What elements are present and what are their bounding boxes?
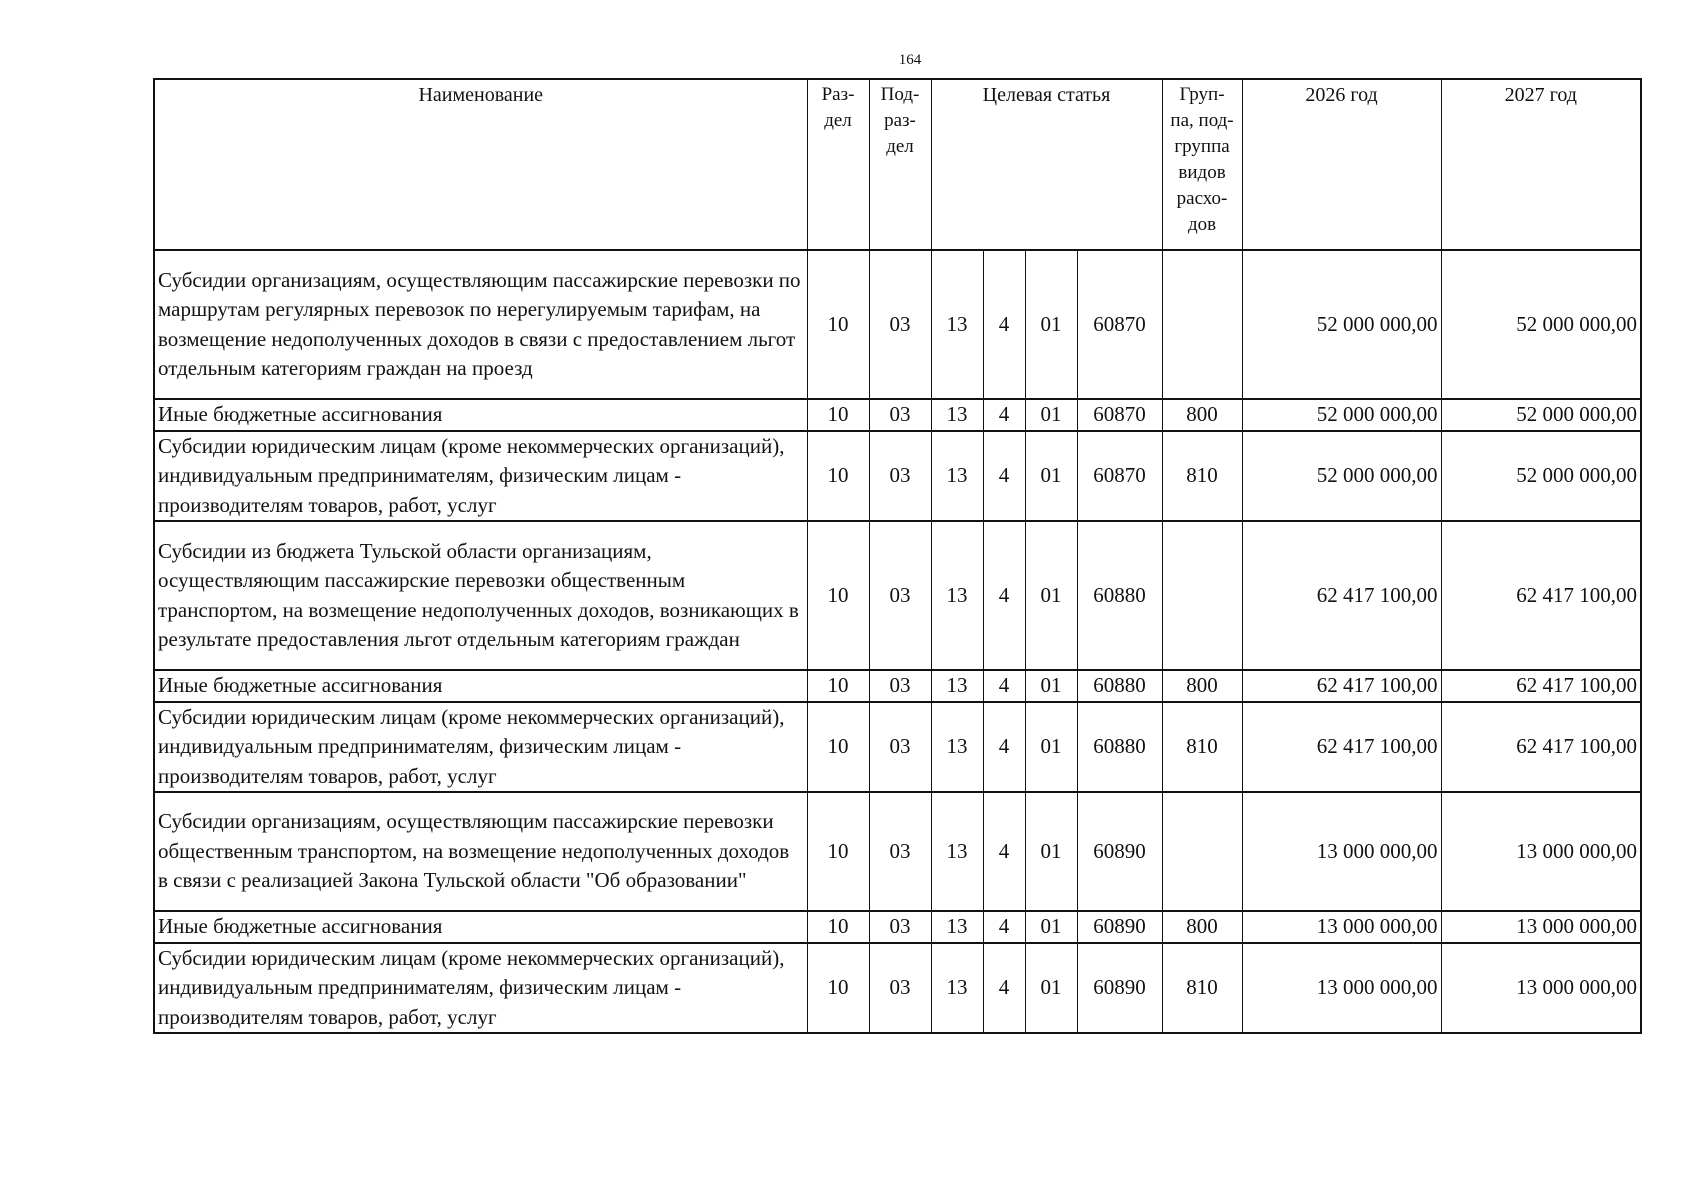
table-row (154, 792, 1641, 911)
row-cs-type: 4 (983, 702, 1025, 793)
table-row (154, 399, 1641, 431)
row-cs-program: 13 (931, 911, 983, 943)
row-2026: 62 417 100,00 (1242, 521, 1441, 670)
row-cs-type: 4 (983, 250, 1025, 399)
row-podrazdel: 03 (869, 399, 931, 431)
row-2026: 52 000 000,00 (1242, 250, 1441, 399)
row-gruppa: 810 (1162, 702, 1242, 793)
row-cs-direction: 60870 (1077, 250, 1162, 399)
page-number: 164 (898, 52, 922, 68)
row-2027: 13 000 000,00 (1441, 792, 1641, 911)
table-row (154, 670, 1641, 702)
row-2027: 62 417 100,00 (1441, 702, 1641, 793)
table-row (154, 250, 1641, 399)
row-2026: 52 000 000,00 (1242, 431, 1441, 522)
table-row (154, 943, 1641, 1034)
row-cs-program: 13 (931, 702, 983, 793)
row-2026: 13 000 000,00 (1242, 943, 1441, 1034)
row-razdel: 10 (807, 911, 869, 943)
header-celevaya-statya: Целевая статья (931, 79, 1162, 250)
row-cs-program: 13 (931, 943, 983, 1034)
row-cs-direction: 60890 (1077, 911, 1162, 943)
row-podrazdel: 03 (869, 702, 931, 793)
row-razdel: 10 (807, 399, 869, 431)
row-cs-type: 4 (983, 911, 1025, 943)
row-podrazdel: 03 (869, 911, 931, 943)
row-cs-type: 4 (983, 792, 1025, 911)
row-2027: 52 000 000,00 (1441, 431, 1641, 522)
row-2027: 62 417 100,00 (1441, 521, 1641, 670)
row-name: Иные бюджетные ассигнования (154, 399, 807, 431)
row-2026: 62 417 100,00 (1242, 702, 1441, 793)
row-cs-direction: 60870 (1077, 431, 1162, 522)
header-gruppa (1162, 79, 1242, 250)
row-cs-type: 4 (983, 943, 1025, 1034)
budget-table (153, 78, 1642, 1034)
row-cs-program: 13 (931, 399, 983, 431)
row-2027: 62 417 100,00 (1441, 670, 1641, 702)
header-2027: 2027 год (1441, 79, 1641, 250)
table-row (154, 521, 1641, 670)
row-name: Субсидии юридическим лицам (кроме некоммерческих организаций), индивидуальным предпринимателям, физическим лицам - производителям товаров, работ, услуг (154, 702, 807, 793)
row-cs-subprogram: 01 (1025, 943, 1077, 1034)
header-podrazdel-text: Под- раз- дел (880, 84, 920, 157)
row-cs-subprogram: 01 (1025, 399, 1077, 431)
row-cs-subprogram: 01 (1025, 521, 1077, 670)
row-razdel: 10 (807, 431, 869, 522)
row-2026: 13 000 000,00 (1242, 911, 1441, 943)
row-podrazdel: 03 (869, 521, 931, 670)
row-cs-direction: 60880 (1077, 521, 1162, 670)
row-gruppa: 800 (1162, 670, 1242, 702)
row-2027: 13 000 000,00 (1441, 911, 1641, 943)
header-podrazdel (869, 79, 931, 250)
row-gruppa (1162, 521, 1242, 670)
row-cs-program: 13 (931, 792, 983, 911)
row-gruppa: 810 (1162, 943, 1242, 1034)
row-2026: 13 000 000,00 (1242, 792, 1441, 911)
header-2026: 2026 год (1242, 79, 1441, 250)
row-cs-direction: 60870 (1077, 399, 1162, 431)
header-razdel-text: Раз- дел (821, 84, 855, 131)
row-podrazdel: 03 (869, 792, 931, 911)
row-cs-type: 4 (983, 399, 1025, 431)
row-podrazdel: 03 (869, 250, 931, 399)
row-podrazdel: 03 (869, 431, 931, 522)
table-row (154, 431, 1641, 522)
header-razdel (807, 79, 869, 250)
row-razdel: 10 (807, 792, 869, 911)
row-razdel: 10 (807, 250, 869, 399)
row-name: Субсидии организациям, осуществляющим пассажирские перевозки общественным транспортом, на возмещение недополученных доходов в связи с реализацией Закона Тульской области "Об образовании" (154, 792, 807, 911)
row-cs-subprogram: 01 (1025, 431, 1077, 522)
header-name: Наименование (154, 79, 807, 250)
row-cs-program: 13 (931, 250, 983, 399)
table-header-row (154, 79, 1641, 250)
row-cs-subprogram: 01 (1025, 670, 1077, 702)
row-cs-type: 4 (983, 521, 1025, 670)
row-cs-direction: 60890 (1077, 943, 1162, 1034)
row-2026: 62 417 100,00 (1242, 670, 1441, 702)
header-gruppa-text: Груп- па, под- группа видов расхо- дов (1170, 84, 1234, 235)
row-razdel: 10 (807, 702, 869, 793)
row-podrazdel: 03 (869, 943, 931, 1034)
row-cs-program: 13 (931, 431, 983, 522)
table-row (154, 911, 1641, 943)
row-2027: 52 000 000,00 (1441, 399, 1641, 431)
row-cs-type: 4 (983, 431, 1025, 522)
table-row (154, 702, 1641, 793)
row-name: Субсидии организациям, осуществляющим пассажирские перевозки по маршрутам регулярных перевозок по нерегулируемым тарифам, на возмещение недополученных доходов в связи с предоставлением льгот отдельным категориям граждан на проезд (154, 250, 807, 399)
row-name: Субсидии из бюджета Тульской области организациям, осуществляющим пассажирские перевозки общественным транспортом, на возмещение недополученных доходов, возникающих в результате предоставления льгот отдельным категориям граждан (154, 521, 807, 670)
row-podrazdel: 03 (869, 670, 931, 702)
row-gruppa: 810 (1162, 431, 1242, 522)
row-cs-subprogram: 01 (1025, 702, 1077, 793)
row-name: Субсидии юридическим лицам (кроме некоммерческих организаций), индивидуальным предпринимателям, физическим лицам - производителям товаров, работ, услуг (154, 943, 807, 1034)
row-2027: 52 000 000,00 (1441, 250, 1641, 399)
row-cs-subprogram: 01 (1025, 792, 1077, 911)
row-cs-subprogram: 01 (1025, 250, 1077, 399)
row-name: Иные бюджетные ассигнования (154, 670, 807, 702)
row-cs-direction: 60880 (1077, 670, 1162, 702)
row-2026: 52 000 000,00 (1242, 399, 1441, 431)
row-2027: 13 000 000,00 (1441, 943, 1641, 1034)
row-gruppa: 800 (1162, 911, 1242, 943)
table-body (154, 250, 1641, 1033)
row-razdel: 10 (807, 670, 869, 702)
row-name: Иные бюджетные ассигнования (154, 911, 807, 943)
row-gruppa (1162, 250, 1242, 399)
row-name: Субсидии юридическим лицам (кроме некоммерческих организаций), индивидуальным предпринимателям, физическим лицам - производителям товаров, работ, услуг (154, 431, 807, 522)
row-gruppa: 800 (1162, 399, 1242, 431)
row-cs-direction: 60880 (1077, 702, 1162, 793)
row-gruppa (1162, 792, 1242, 911)
row-cs-program: 13 (931, 521, 983, 670)
row-cs-type: 4 (983, 670, 1025, 702)
row-cs-direction: 60890 (1077, 792, 1162, 911)
row-cs-subprogram: 01 (1025, 911, 1077, 943)
row-razdel: 10 (807, 943, 869, 1034)
row-razdel: 10 (807, 521, 869, 670)
row-cs-program: 13 (931, 670, 983, 702)
